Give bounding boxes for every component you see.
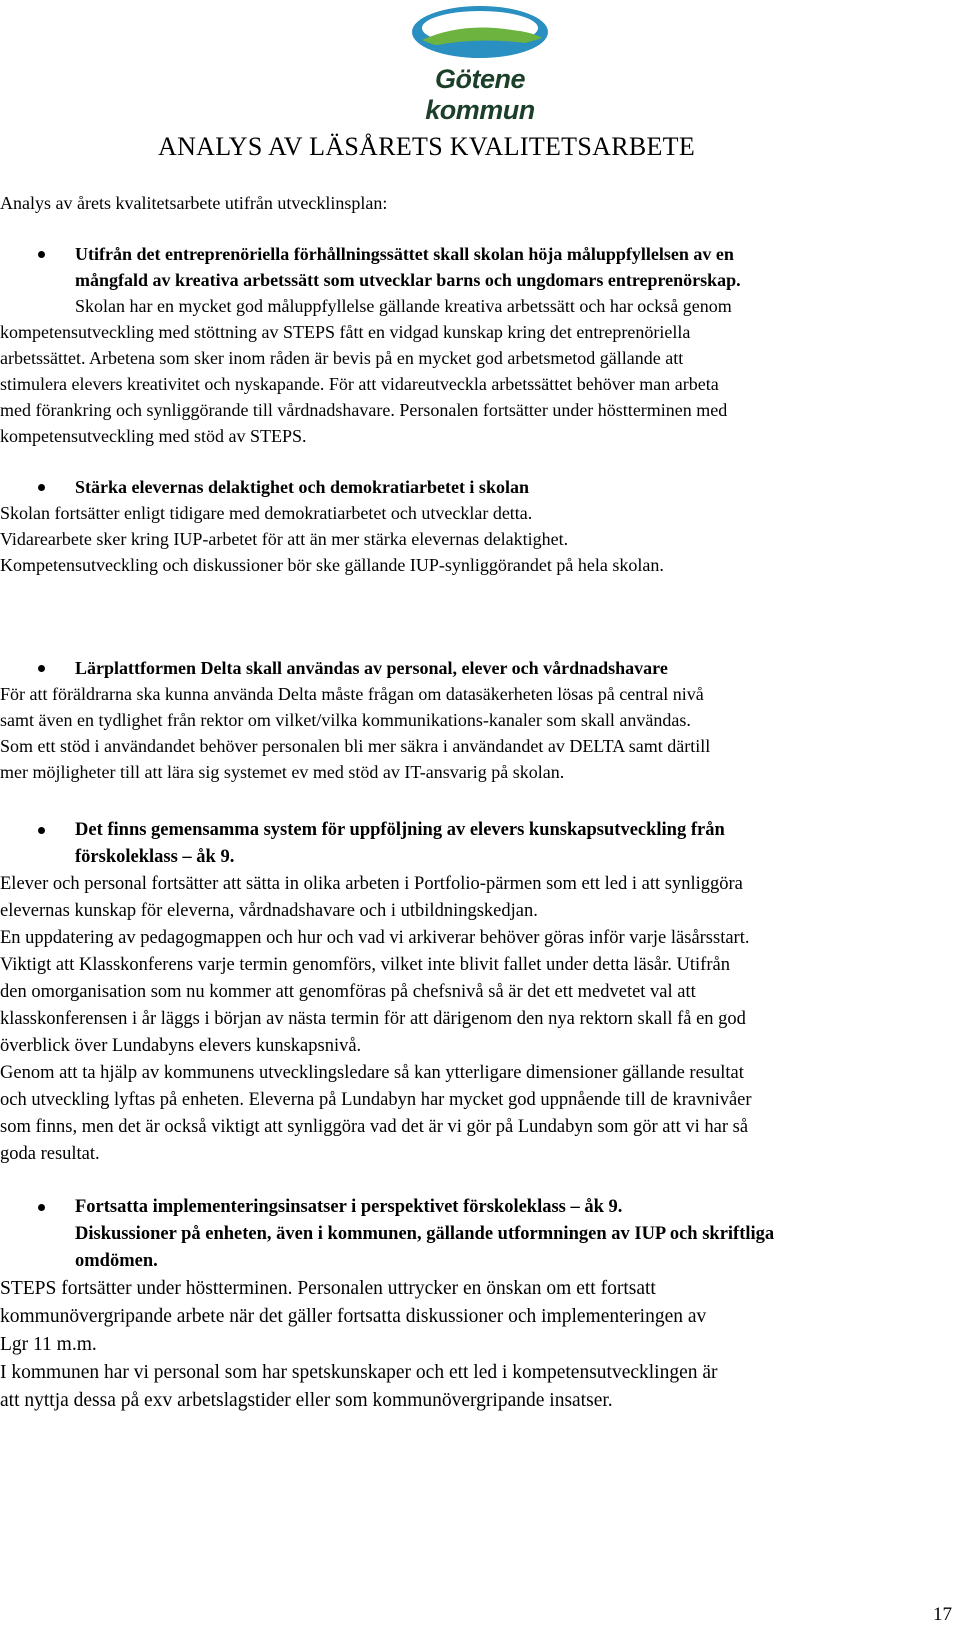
- body-line: Skolan fortsätter enligt tidigare med demokratiarbetet och utvecklar detta.: [0, 503, 533, 523]
- page-title: ANALYS AV LÄSÅRETS KVALITETSARBETE: [158, 132, 696, 161]
- section-implementering: [0, 1194, 960, 1415]
- heading-line: Stärka elevernas delaktighet och demokratiarbetet i skolan: [75, 477, 529, 497]
- logo-emblem-icon: [392, 4, 568, 66]
- body-line: den omorganisation som nu kommer att genomföras på chefsnivå så är det ett medvetet val att: [0, 982, 696, 1002]
- logo: [392, 4, 568, 125]
- body-line: Som ett stöd i användandet behöver personalen bli mer säkra i användandet av DELTA samt därtill: [0, 736, 711, 756]
- body-line: och utveckling lyftas på enheten. Eleverna på Lundabyn har mycket god uppnående till de kravnivåer: [0, 1090, 752, 1110]
- body-line: En uppdatering av pedagogmappen och hur och vad vi arkiverar behöver göras inför varje läsårsstart.: [0, 928, 750, 948]
- body-line: Viktigt att Klasskonferens varje termin genomförs, vilket inte blivit fallet under detta läsår. Utifrån: [0, 955, 730, 975]
- body-line: Elever och personal fortsätter att sätta in olika arbeten i Portfolio-pärmen som ett led i att synliggöra: [0, 874, 743, 894]
- heading-line: omdömen.: [75, 1251, 158, 1271]
- body-line: STEPS fortsätter under höstterminen. Personalen uttrycker en önskan om ett fortsatt: [0, 1278, 656, 1299]
- body-line: elevernas kunskap för eleverna, vårdnadshavare och i utbildningskedjan.: [0, 901, 538, 921]
- section-delaktighet: [0, 474, 960, 578]
- body-line: goda resultat.: [0, 1144, 100, 1164]
- body-line: arbetssättet. Arbetena som sker inom råden är bevis på en mycket god arbetsmetod gällande att: [0, 348, 684, 368]
- section-entreprenorskap: [0, 241, 960, 449]
- body-line: Lgr 11 m.m.: [0, 1334, 97, 1355]
- heading-line: mångfald av kreativa arbetssätt som utvecklar barns och ungdomars entreprenörskap.: [75, 270, 741, 290]
- section-uppfoljning: [0, 817, 960, 1168]
- body-line: samt även en tydlighet från rektor om vilket/vilka kommunikations-kanaler som skall användas.: [0, 710, 691, 730]
- logo-text: Götene kommun: [425, 64, 535, 125]
- heading-line: förskoleklass – åk 9.: [75, 847, 235, 867]
- heading-line: Fortsatta implementeringsinsatser i perspektivet förskoleklass – åk 9.: [75, 1197, 623, 1217]
- body-line: överblick över Lundabyns elevers kunskapsnivå.: [0, 1036, 362, 1056]
- body-line: kompetensutveckling med stöttning av STEPS fått en vidgad kunskap kring det entreprenöriella: [0, 322, 691, 342]
- body-line: Vidarearbete sker kring IUP-arbetet för att än mer stärka elevernas delaktighet.: [0, 529, 569, 549]
- section-delta: [0, 655, 960, 785]
- section-heading: [0, 1194, 960, 1275]
- section-heading: [0, 474, 960, 500]
- heading-line: Lärplattformen Delta skall användas av personal, elever och vårdnadshavare: [75, 658, 668, 678]
- page-number: 17: [933, 1604, 952, 1625]
- body-line: I kommunen har vi personal som har spetskunskaper och ett led i kompetensutvecklingen är: [0, 1362, 718, 1383]
- body-line: Genom att ta hjälp av kommunens utvecklingsledare så kan ytterligare dimensioner gällande resultat: [0, 1063, 744, 1083]
- body-line: stimulera elevers kreativitet och nyskapande. För att vidareutveckla arbetssättet behöver man arbeta: [0, 374, 719, 394]
- body-line: att nyttja dessa på exv arbetslagstider eller som kommunövergripande insatser.: [0, 1390, 613, 1411]
- body-line: klasskonferensen i år läggs i början av nästa termin för att därigenom den nya rektorn skall få en god: [0, 1009, 746, 1029]
- section-heading: [0, 241, 960, 293]
- heading-line: Utifrån det entreprenöriella förhållningssättet skall skolan höja måluppfyllelsen av en: [75, 244, 734, 264]
- heading-line: Diskussioner på enheten, även i kommunen, gällande utformningen av IUP och skriftliga: [75, 1224, 775, 1244]
- body-line: mer möjligheter till att lära sig systemet ev med stöd av IT-ansvarig på skolan.: [0, 762, 565, 782]
- section-heading: [0, 817, 960, 871]
- body-line: som finns, men det är också viktigt att synliggöra vad det är vi gör på Lundabyn som gör att vi har så: [0, 1117, 749, 1137]
- body-line: kompetensutveckling med stöd av STEPS.: [0, 426, 307, 446]
- section-heading: [0, 655, 960, 681]
- body-line: med förankring och synliggörande till vårdnadshavare. Personalen fortsätter under höstterminen med: [0, 400, 728, 420]
- body-line: För att föräldrarna ska kunna använda Delta måste frågan om datasäkerheten lösas på central nivå: [0, 684, 704, 704]
- body-line: Skolan har en mycket god måluppfyllelse gällande kreativa arbetssätt och har också genom: [75, 296, 732, 316]
- heading-line: Det finns gemensamma system för uppföljning av elevers kunskapsutveckling från: [75, 820, 725, 840]
- intro-text: Analys av årets kvalitetsarbete utifrån utvecklinsplan:: [0, 193, 388, 213]
- body-line: Kompetensutveckling och diskussioner bör ske gällande IUP-synliggörandet på hela skolan.: [0, 555, 664, 575]
- body-line: kommunövergripande arbete när det gäller fortsatta diskussioner och implementeringen av: [0, 1306, 707, 1327]
